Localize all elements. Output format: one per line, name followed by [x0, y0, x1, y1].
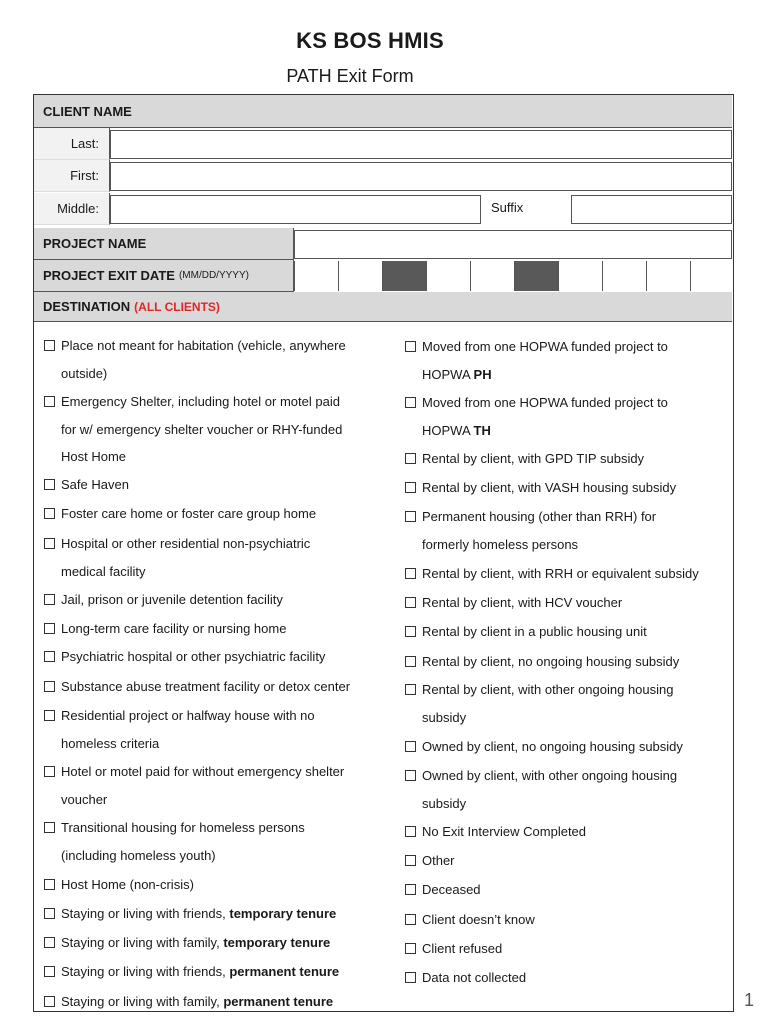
- option-label: Jail, prison or juvenile detention facility: [61, 592, 283, 607]
- option-label: Rental by client in a public housing unit: [422, 624, 647, 639]
- date-digit-month-1[interactable]: [294, 261, 338, 291]
- checkbox[interactable]: [405, 972, 416, 983]
- option-label: Owned by client, with other ongoing housing: [422, 768, 678, 783]
- option-line: [405, 739, 683, 754]
- option-line: [61, 848, 216, 863]
- option-label: Psychiatric hospital or other psychiatric facility: [61, 649, 326, 664]
- checkbox[interactable]: [405, 482, 416, 493]
- option-label: subsidy: [422, 795, 467, 811]
- destination-option[interactable]: [405, 853, 455, 868]
- option-label: HOPWA: [422, 366, 474, 382]
- checkbox[interactable]: [405, 826, 416, 837]
- option-line: [405, 824, 586, 839]
- destination-option[interactable]: [44, 935, 330, 950]
- option-line: [405, 941, 502, 956]
- last-name-row: [34, 128, 732, 160]
- destination-option[interactable]: [44, 820, 305, 863]
- option-line: [44, 964, 339, 979]
- option-label: Host Home: [61, 449, 127, 464]
- option-line: [44, 592, 283, 607]
- destination-option[interactable]: [405, 768, 678, 811]
- option-label: Staying or living with family,: [61, 935, 224, 950]
- middle-name-label: Middle:: [34, 193, 110, 225]
- checkbox[interactable]: [44, 623, 55, 634]
- destination-option[interactable]: [405, 509, 657, 552]
- checkbox[interactable]: [44, 681, 55, 692]
- option-label: Owned by client, no ongoing housing subsidy: [422, 739, 683, 754]
- checkbox[interactable]: [44, 996, 55, 1007]
- checkbox[interactable]: [44, 822, 55, 833]
- option-label: Staying or living with friends,: [61, 964, 230, 979]
- option-label: Moved from one HOPWA funded project to: [422, 339, 668, 354]
- destination-option[interactable]: [44, 338, 346, 381]
- option-line: [44, 536, 310, 551]
- destination-note: (ALL CLIENTS): [134, 299, 220, 314]
- checkbox[interactable]: [405, 453, 416, 464]
- option-label: medical facility: [61, 563, 146, 579]
- option-label: Deceased: [422, 882, 481, 897]
- option-label: No Exit Interview Completed: [422, 824, 587, 839]
- option-label: homeless criteria: [61, 735, 160, 751]
- option-label: Permanent housing (other than RRH) for: [422, 509, 657, 524]
- option-line: [61, 564, 146, 579]
- destination-heading: DESTINATION: [43, 299, 131, 314]
- option-label-emphasis: PH: [473, 366, 492, 382]
- destination-option[interactable]: [44, 964, 339, 979]
- exit-date-cells: [294, 261, 732, 291]
- option-line: [405, 882, 481, 897]
- checkbox[interactable]: [44, 879, 55, 890]
- destination-option[interactable]: [44, 592, 283, 607]
- destination-option[interactable]: [405, 595, 622, 610]
- option-line: [405, 624, 647, 639]
- checkbox[interactable]: [44, 937, 55, 948]
- destination-option[interactable]: [44, 994, 333, 1009]
- option-label: Rental by client, with RRH or equivalent subsidy: [422, 566, 699, 581]
- option-line: [405, 912, 535, 927]
- option-label: HOPWA: [422, 422, 474, 438]
- project-name-heading: PROJECT NAME: [43, 236, 147, 251]
- option-label: Emergency Shelter, including hotel or motel paid: [61, 394, 340, 409]
- option-label: Rental by client, no ongoing housing subsidy: [422, 654, 680, 669]
- option-line: [405, 595, 622, 610]
- option-label: Foster care home or foster care group home: [61, 506, 317, 521]
- destination-option[interactable]: [44, 906, 336, 921]
- destination-option[interactable]: [405, 682, 674, 725]
- option-line: [61, 449, 126, 464]
- checkbox[interactable]: [44, 479, 55, 490]
- option-label: Staying or living with friends,: [61, 906, 230, 921]
- option-line: [44, 338, 346, 353]
- option-line: [405, 768, 677, 783]
- option-label: for w/ emergency shelter voucher or RHY-funded: [61, 421, 343, 437]
- destination-option[interactable]: [405, 739, 683, 754]
- destination-option[interactable]: [405, 654, 679, 669]
- form-subtitle: PATH Exit Form: [286, 66, 414, 86]
- option-line: [44, 394, 340, 409]
- option-line: [61, 792, 107, 807]
- option-label: Long-term care facility or nursing home: [61, 621, 287, 636]
- option-line: [44, 679, 350, 694]
- destination-option[interactable]: [405, 395, 668, 438]
- option-label-emphasis: temporary tenure: [229, 906, 337, 921]
- option-line: [44, 621, 286, 636]
- exit-form: [33, 94, 734, 1012]
- option-line: [405, 509, 656, 524]
- option-line: [422, 710, 466, 725]
- destination-option[interactable]: [44, 621, 286, 636]
- option-label: Rental by client, with GPD TIP subsidy: [422, 451, 645, 466]
- destination-option[interactable]: [405, 912, 535, 927]
- date-separator: [514, 261, 558, 291]
- option-line: [422, 796, 466, 811]
- option-label: outside): [61, 365, 108, 381]
- option-line: [422, 423, 491, 438]
- destination-option[interactable]: [44, 877, 194, 892]
- date-digit-day-1[interactable]: [426, 261, 470, 291]
- option-line: [44, 764, 344, 779]
- destination-option[interactable]: [44, 679, 350, 694]
- first-name-input[interactable]: [110, 162, 732, 191]
- page-number: 1: [743, 990, 754, 1010]
- destination-option[interactable]: [405, 824, 586, 839]
- exit-date-format: (MM/DD/YYYY): [178, 270, 249, 281]
- project-name-input[interactable]: [294, 230, 732, 259]
- option-label: Safe Haven: [61, 477, 129, 492]
- option-line: [405, 339, 668, 354]
- destination-option[interactable]: [44, 536, 311, 579]
- destination-option[interactable]: [405, 970, 526, 985]
- destination-header: [34, 292, 732, 322]
- checkbox[interactable]: [44, 766, 55, 777]
- option-line: [61, 422, 342, 437]
- suffix-input[interactable]: [571, 195, 732, 224]
- checkbox[interactable]: [44, 538, 55, 549]
- destination-option[interactable]: [44, 477, 129, 492]
- option-line: [405, 395, 668, 410]
- checkbox[interactable]: [44, 966, 55, 977]
- option-line: [44, 506, 316, 521]
- exit-date-label-cell: [34, 260, 294, 292]
- last-name-label: Last:: [34, 128, 110, 160]
- option-label: Substance abuse treatment facility or detox center: [61, 679, 351, 694]
- checkbox[interactable]: [44, 396, 55, 407]
- option-line: [405, 480, 676, 495]
- checkbox[interactable]: [405, 597, 416, 608]
- first-name-row: [34, 160, 732, 192]
- client-name-header: [34, 95, 732, 128]
- option-label: Rental by client, with HCV voucher: [422, 595, 623, 610]
- checkbox[interactable]: [405, 855, 416, 866]
- option-label: Transitional housing for homeless persons: [61, 820, 305, 835]
- option-line: [405, 682, 674, 697]
- date-digit-year-3[interactable]: [646, 261, 690, 291]
- destination-option[interactable]: [405, 941, 502, 956]
- option-label: Moved from one HOPWA funded project to: [422, 395, 668, 410]
- option-label: Hotel or motel paid for without emergency shelter: [61, 764, 345, 779]
- option-line: [44, 935, 330, 950]
- exit-date-heading: PROJECT EXIT DATE: [43, 268, 175, 283]
- checkbox[interactable]: [405, 914, 416, 925]
- option-line: [405, 654, 679, 669]
- option-line: [61, 366, 107, 381]
- option-line: [405, 451, 644, 466]
- form-title: KS BOS HMIS: [296, 28, 444, 53]
- option-line: [44, 649, 325, 664]
- checkbox[interactable]: [405, 656, 416, 667]
- option-label: formerly homeless persons: [422, 536, 579, 552]
- checkbox[interactable]: [405, 770, 416, 781]
- destination-option[interactable]: [44, 506, 316, 521]
- destination-option[interactable]: [405, 566, 699, 581]
- destination-option[interactable]: [44, 394, 343, 464]
- option-label-emphasis: TH: [473, 422, 491, 438]
- date-digit-year-1[interactable]: [558, 261, 602, 291]
- destination-option[interactable]: [405, 451, 644, 466]
- suffix-label: Suffix: [491, 200, 524, 215]
- option-line: [61, 736, 159, 751]
- checkbox[interactable]: [405, 511, 416, 522]
- option-label: Client doesn’t know: [422, 912, 535, 927]
- checkbox[interactable]: [44, 594, 55, 605]
- option-label: voucher: [61, 791, 108, 807]
- checkbox[interactable]: [405, 568, 416, 579]
- checkbox[interactable]: [405, 684, 416, 695]
- option-label: Staying or living with family,: [61, 994, 224, 1009]
- client-name-heading: CLIENT NAME: [43, 103, 132, 119]
- option-label-emphasis: temporary tenure: [223, 935, 331, 950]
- destination-option[interactable]: [44, 708, 315, 751]
- option-line: [405, 970, 526, 985]
- checkbox[interactable]: [405, 626, 416, 637]
- first-name-label: First:: [34, 160, 110, 192]
- option-label-emphasis: permanent tenure: [223, 994, 334, 1009]
- middle-name-row: [34, 193, 732, 225]
- checkbox[interactable]: [405, 884, 416, 895]
- option-label: Rental by client, with other ongoing housing: [422, 682, 674, 697]
- date-digit-year-4[interactable]: [690, 261, 732, 291]
- checkbox[interactable]: [44, 508, 55, 519]
- option-label: Residential project or halfway house with no: [61, 708, 315, 723]
- option-label: Hospital or other residential non-psychiatric: [61, 536, 311, 551]
- date-digit-month-2[interactable]: [338, 261, 382, 291]
- option-line: [44, 820, 305, 835]
- checkbox[interactable]: [44, 651, 55, 662]
- option-line: [44, 708, 315, 723]
- checkbox[interactable]: [405, 341, 416, 352]
- option-line: [405, 853, 455, 868]
- checkbox[interactable]: [405, 943, 416, 954]
- destination-option[interactable]: [405, 480, 676, 495]
- option-label: Place not meant for habitation (vehicle, anywhere: [61, 338, 346, 353]
- last-name-input[interactable]: [110, 130, 732, 159]
- option-line: [405, 566, 699, 581]
- destination-option[interactable]: [44, 649, 325, 664]
- destination-option[interactable]: [44, 764, 345, 807]
- option-label: Rental by client, with VASH housing subsidy: [422, 480, 677, 495]
- checkbox[interactable]: [405, 397, 416, 408]
- date-separator: [382, 261, 426, 291]
- destination-option[interactable]: [405, 882, 481, 897]
- destination-option[interactable]: [405, 339, 668, 382]
- option-line: [44, 994, 333, 1009]
- option-label: Data not collected: [422, 970, 527, 985]
- checkbox[interactable]: [44, 340, 55, 351]
- option-label: subsidy: [422, 709, 467, 725]
- option-line: [422, 367, 492, 382]
- option-line: [44, 906, 336, 921]
- option-line: [44, 477, 129, 492]
- project-name-label-cell: [34, 228, 294, 260]
- checkbox[interactable]: [44, 908, 55, 919]
- option-label: Client refused: [422, 941, 503, 956]
- option-label: Host Home (non-crisis): [61, 877, 194, 892]
- date-digit-day-2[interactable]: [470, 261, 514, 291]
- checkbox[interactable]: [44, 710, 55, 721]
- destination-option[interactable]: [405, 624, 647, 639]
- middle-name-input[interactable]: [110, 195, 481, 224]
- checkbox[interactable]: [405, 741, 416, 752]
- option-label: (including homeless youth): [61, 847, 216, 863]
- option-line: [422, 537, 578, 552]
- option-line: [44, 877, 194, 892]
- option-label: Other: [422, 853, 455, 868]
- option-label-emphasis: permanent tenure: [229, 964, 340, 979]
- date-digit-year-2[interactable]: [602, 261, 646, 291]
